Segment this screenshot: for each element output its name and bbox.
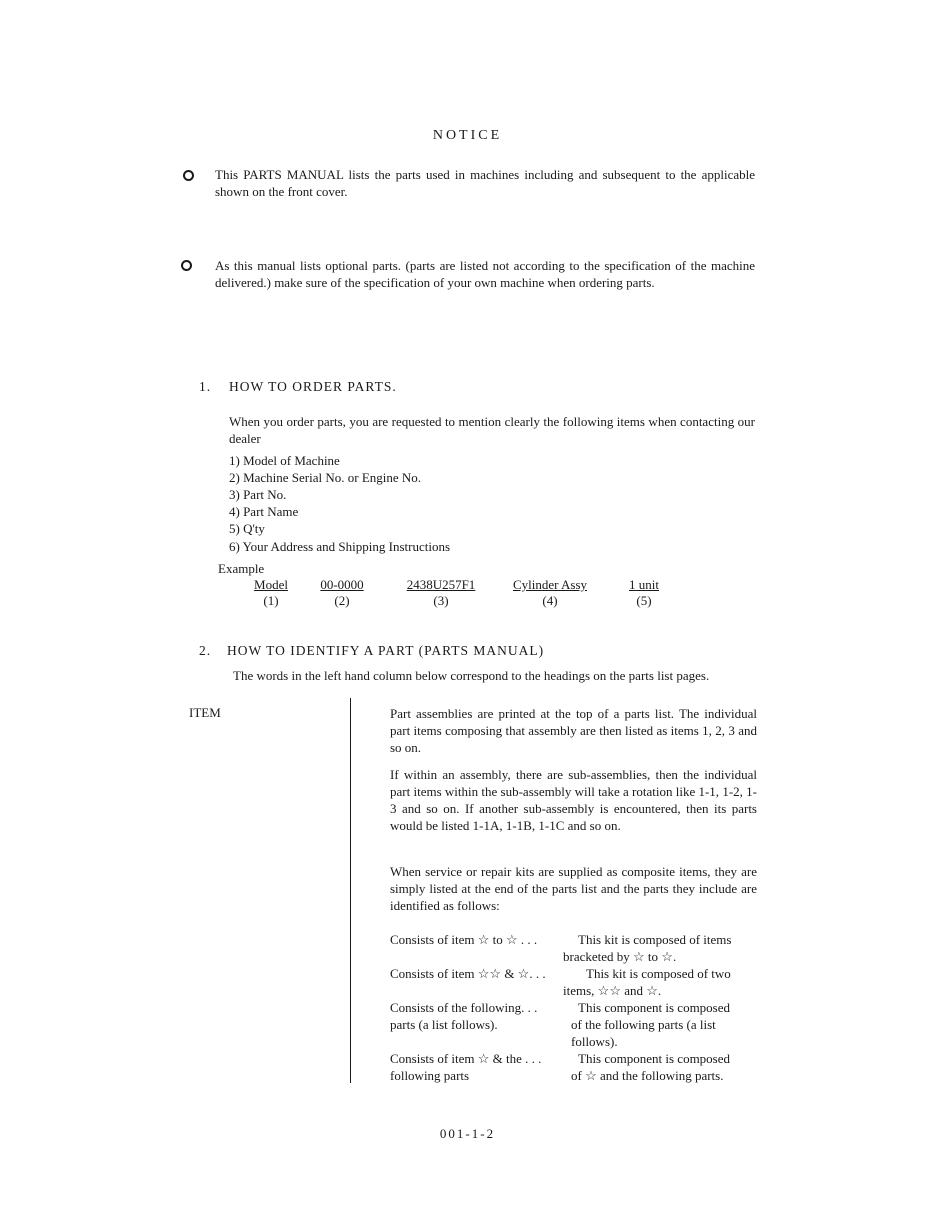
body-paragraph-2: If within an assembly, there are sub-assemblies, then the individual part items within the sub-assembly will take a rotation like 1-1, 1-2, 1-3 and so on. If another sub-assembly is encountered, then its parts would be listed 1-1A, 1-1B, 1-1C and so on. (390, 767, 757, 833)
section-1-intro: When you order parts, you are requested to mention clearly the following items when contacting our dealer (229, 414, 755, 446)
list-item: 6) Your Address and Shipping Instructions (229, 539, 451, 554)
example-value: Cylinder Assy (512, 577, 588, 592)
example-index: (4) (542, 593, 558, 608)
example-label: Example (218, 561, 265, 576)
kit-right: This component is composed (578, 1051, 731, 1066)
body-paragraph-3: When service or repair kits are supplied as composite items, they are simply listed at the end of the parts list and the parts they include are identified as follows: (390, 864, 757, 913)
bullet-icon (183, 170, 194, 181)
kit-right: This component is composed (578, 1000, 731, 1015)
kit-right: of ☆ and the following parts. (571, 1068, 724, 1083)
example-cell (246, 577, 296, 609)
kit-left: Consists of item ☆☆ & ☆. . . (390, 966, 546, 981)
list-item: 4) Part Name (229, 504, 299, 519)
kit-right: follows). (571, 1034, 618, 1049)
kit-right: This kit is composed of two (586, 966, 731, 981)
example-cell (618, 577, 670, 609)
kit-left: Consists of the following. . . (390, 1000, 538, 1015)
list-item: 5) Q'ty (229, 521, 265, 536)
example-cell (396, 577, 486, 609)
section-1-number: 1. (199, 379, 212, 394)
example-index: (2) (334, 593, 350, 608)
section-2-number: 2. (199, 643, 212, 658)
section-1-heading: HOW TO ORDER PARTS. (229, 379, 397, 394)
kit-right: This kit is composed of items (578, 932, 732, 947)
section-2-intro: The words in the left hand column below correspond to the headings on the parts list pages. (233, 668, 710, 683)
example-value: 1 unit (629, 577, 659, 592)
item-label: ITEM (189, 705, 221, 720)
kit-left: Consists of item ☆ to ☆ . . . (390, 932, 538, 947)
kit-left: following parts (390, 1068, 470, 1083)
notice-paragraph-2: As this manual lists optional parts. (parts are listed not according to the specification of the machine delivered.) make sure of the specification of your own machine when ordering parts. (215, 258, 755, 290)
example-index: (1) (263, 593, 279, 608)
bullet-icon (181, 260, 192, 271)
list-item: 1) Model of Machine (229, 453, 340, 468)
kit-left: Consists of item ☆ & the . . . (390, 1051, 542, 1066)
kit-left: parts (a list follows). (390, 1017, 498, 1032)
page-title: NOTICE (432, 128, 503, 143)
example-value: 2438U257F1 (406, 577, 476, 592)
list-item: 3) Part No. (229, 487, 287, 502)
example-cell (502, 577, 598, 609)
notice-paragraph-1: This PARTS MANUAL lists the parts used in machines including and subsequent to the applicable shown on the front cover. (215, 167, 755, 199)
example-value: Model (254, 577, 288, 592)
example-index: (5) (636, 593, 652, 608)
example-value: 00-0000 (320, 577, 364, 592)
example-cell (300, 577, 384, 609)
kit-right: bracketed by ☆ to ☆. (563, 949, 677, 964)
kit-right: items, ☆☆ and ☆. (563, 983, 662, 998)
page-number: 001-1-2 (439, 1126, 496, 1141)
example-index: (3) (433, 593, 449, 608)
kit-right: of the following parts (a list (571, 1017, 716, 1032)
column-divider (350, 698, 351, 1083)
body-paragraph-1: Part assemblies are printed at the top of a parts list. The individual part items composing that assembly are then listed as items 1, 2, 3 and so on. (390, 706, 757, 755)
list-item: 2) Machine Serial No. or Engine No. (229, 470, 422, 485)
section-2-heading: HOW TO IDENTIFY A PART (PARTS MANUAL) (227, 643, 545, 658)
